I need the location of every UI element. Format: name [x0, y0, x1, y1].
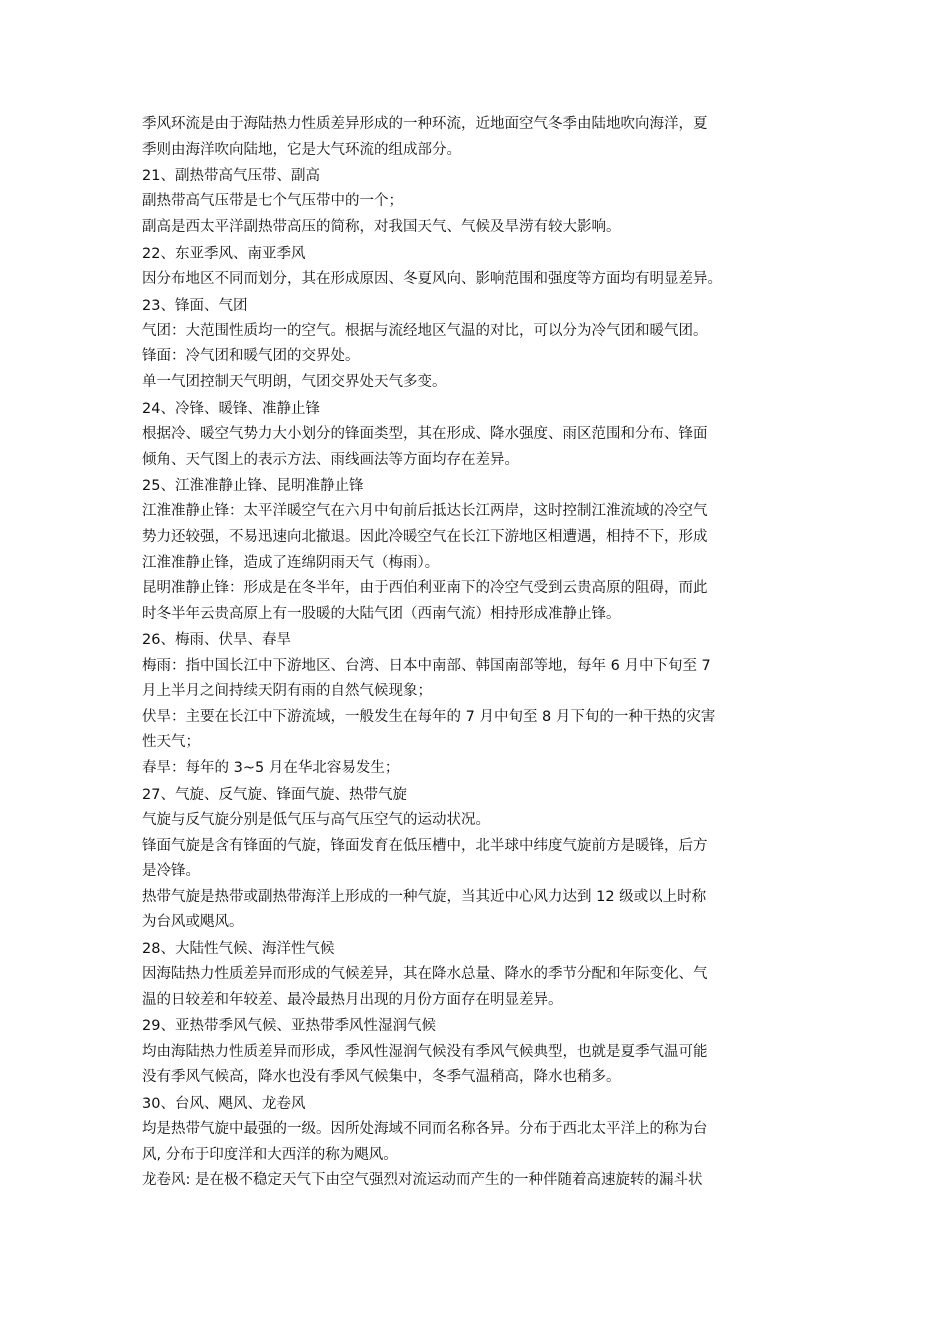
- paragraph: [142, 1040, 818, 1091]
- section-heading: 24、冷锋、暖锋、准静止锋: [142, 400, 320, 417]
- paragraph: [142, 319, 818, 345]
- paragraph-line: 是冷锋。: [142, 863, 200, 880]
- paragraph: [142, 344, 818, 370]
- paragraph-line: 因海陆热力性质差异而形成的气候差异，其在降水总量、降水的季节分配和年际变化、气: [142, 966, 708, 983]
- paragraph-line: 根据冷、暖空气势力大小划分的锋面类型，其在形成、降水强度、雨区范围和分布、锋面: [142, 425, 708, 442]
- paragraph-line: 风, 分布于印度洋和大西洋的称为飓风。: [142, 1146, 398, 1163]
- paragraph-line: 倾角、天气图上的表示方法、雨线画法等方面均存在差异。: [142, 451, 519, 468]
- paragraph-line: 单一气团控制天气明朗，气团交界处天气多变。: [142, 374, 447, 391]
- paragraph-line: 时冬半年云贵高原上有一股暖的大陆气团（西南气流）相持形成准静止锋。: [142, 605, 621, 622]
- paragraph-line: 因分布地区不同而划分，其在形成原因、冬夏风向、影响范围和强度等方面均有明显差异。: [142, 270, 722, 287]
- paragraph: [142, 1117, 818, 1168]
- paragraph: [142, 267, 818, 293]
- paragraph-line: 江淮准静止锋：太平洋暖空气在六月中旬前后抵达长江两岸，这时控制江淮流域的冷空气: [142, 503, 708, 520]
- paragraph-line: 气旋与反气旋分别是低气压与高气压空气的运动状况。: [142, 811, 490, 828]
- paragraph: [142, 705, 818, 756]
- paragraph-line: 热带气旋是热带或副热带海洋上形成的一种气旋，当其近中心风力达到 12 级或以上时称: [142, 888, 707, 905]
- section-heading: 23、锋面、气团: [142, 297, 248, 314]
- paragraph: [142, 215, 818, 241]
- paragraph-line: 月上半月之间持续天阴有雨的自然气候现象；: [142, 683, 432, 700]
- paragraph-line: 梅雨：指中国长江中下游地区、台湾、日本中南部、韩国南部等地，每年 6 月中下旬至 7: [142, 657, 711, 674]
- paragraph-line: 锋面气旋是含有锋面的气旋，锋面发育在低压槽中，北半球中纬度气旋前方是暖锋，后方: [142, 837, 708, 854]
- paragraph: [142, 370, 818, 396]
- section-heading: 27、气旋、反气旋、锋面气旋、热带气旋: [142, 786, 407, 803]
- paragraph: [142, 962, 818, 1013]
- document-page: [142, 112, 818, 1194]
- paragraph-line: 锋面：冷气团和暖气团的交界处。: [142, 348, 360, 365]
- section-heading: 29、亚热带季风气候、亚热带季风性湿润气候: [142, 1018, 436, 1035]
- paragraph-line: 季风环流是由于海陆热力性质差异形成的一种环流，近地面空气冬季由陆地吹向海洋，夏: [142, 116, 708, 132]
- section-heading: 21、副热带高气压带、副高: [142, 168, 320, 185]
- paragraph-line: 昆明准静止锋：形成是在冬半年，由于西伯利亚南下的冷空气受到云贵高原的阻碍，而此: [142, 580, 708, 597]
- section-heading: 25、江淮准静止锋、昆明准静止锋: [142, 478, 364, 495]
- section-heading: 26、梅雨、伏旱、春旱: [142, 632, 291, 649]
- paragraph: [142, 885, 818, 936]
- paragraph: [142, 808, 818, 834]
- paragraph-line: 春旱：每年的 3~5 月在华北容易发生；: [142, 760, 400, 777]
- section-heading: 22、东亚季风、南亚季风: [142, 245, 306, 262]
- paragraph-line: 均由海陆热力性质差异而形成，季风性湿润气候没有季风气候典型，也就是夏季气温可能: [142, 1043, 708, 1060]
- paragraph-line: 均是热带气旋中最强的一级。因所处海域不同而名称各异。分布于西北太平洋上的称为台: [142, 1121, 708, 1138]
- paragraph-line: 没有季风气候高，降水也没有季风气候集中，冬季气温稍高，降水也稍多。: [142, 1069, 621, 1086]
- paragraph: [142, 499, 818, 576]
- paragraph: [142, 422, 818, 473]
- paragraph: [142, 189, 818, 215]
- paragraph-line: 龙卷风: 是在极不稳定天气下由空气强烈对流运动而产生的一种伴随着高速旋转的漏斗状: [142, 1172, 703, 1189]
- paragraph-line: 气团：大范围性质均一的空气。根据与流经地区气温的对比，可以分为冷气团和暖气团。: [142, 322, 708, 339]
- paragraph-line: 副热带高气压带是七个气压带中的一个；: [142, 193, 403, 210]
- paragraph-line: 副高是西太平洋副热带高压的简称，对我国天气、气候及旱涝有较大影响。: [142, 219, 621, 236]
- paragraph-line: 温的日较差和年较差、最冷最热月出现的月份方面存在明显差异。: [142, 991, 563, 1008]
- paragraph: [142, 576, 818, 627]
- section-heading: 30、台风、飓风、龙卷风: [142, 1095, 306, 1112]
- paragraph-line: 江淮准静止锋，造成了连绵阴雨天气（梅雨）。: [142, 554, 440, 571]
- paragraph-line: 性天气；: [142, 734, 200, 751]
- paragraph-line: 季则由海洋吹向陆地，它是大气环流的组成部分。: [142, 141, 461, 158]
- paragraph: [142, 112, 818, 163]
- paragraph: [142, 1168, 818, 1194]
- paragraph-line: 伏旱：主要在长江中下游流域，一般发生在每年的 7 月中旬至 8 月下旬的一种干热的灾害: [142, 708, 716, 725]
- paragraph: [142, 654, 818, 705]
- paragraph: [142, 756, 818, 782]
- paragraph-line: 势力还较强，不易迅速向北撤退。因此冷暖空气在长江下游地区相遭遇，相持不下，形成: [142, 529, 708, 546]
- paragraph: [142, 834, 818, 885]
- section-heading: 28、大陆性气候、海洋性气候: [142, 940, 335, 957]
- paragraph-line: 为台风或飓风。: [142, 914, 244, 931]
